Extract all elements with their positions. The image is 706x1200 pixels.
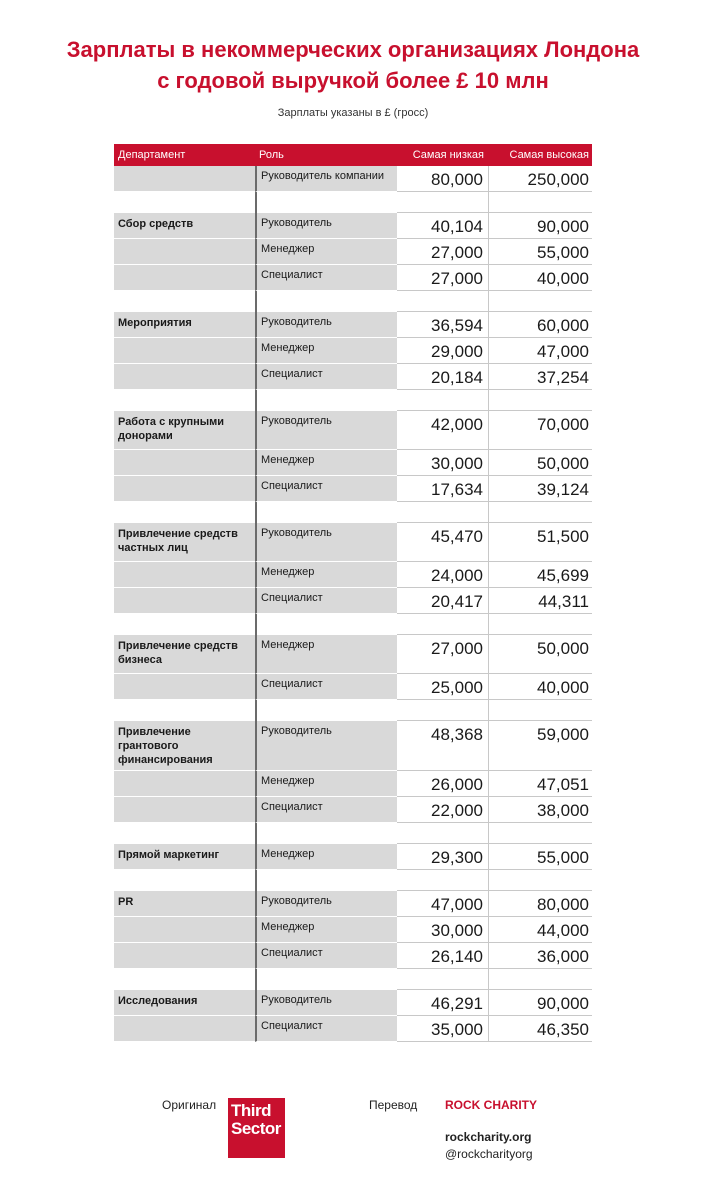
cell-department: Привлечение средств бизнеса	[114, 635, 255, 674]
cell-role: Менеджер	[255, 844, 397, 870]
header-lowest: Самая низкая	[412, 149, 484, 161]
cell-department: Привлечение средств частных лиц	[114, 523, 255, 562]
cell-department	[114, 239, 255, 265]
cell-lowest: 29,000	[397, 338, 489, 364]
cell-department	[114, 192, 255, 213]
cell-highest	[489, 291, 592, 312]
cell-lowest: 22,000	[397, 797, 489, 823]
cell-lowest: 17,634	[397, 476, 489, 502]
cell-lowest: 47,000	[397, 891, 489, 917]
cell-role: Специалист	[255, 797, 397, 823]
cell-highest: 250,000	[489, 166, 592, 192]
cell-role: Специалист	[255, 588, 397, 614]
cell-highest: 50,000	[489, 450, 592, 476]
cell-department: Мероприятия	[114, 312, 255, 338]
table-row	[114, 523, 592, 562]
cell-highest: 44,000	[489, 917, 592, 943]
table-row	[114, 450, 592, 476]
cell-role: Специалист	[255, 476, 397, 502]
cell-lowest: 30,000	[397, 917, 489, 943]
cell-department: Сбор средств	[114, 213, 255, 239]
cell-role: Руководитель	[255, 411, 397, 450]
cell-department	[114, 364, 255, 390]
cell-lowest: 26,140	[397, 943, 489, 969]
cell-department	[114, 797, 255, 823]
table-row	[114, 166, 592, 192]
cell-highest	[489, 390, 592, 411]
table-row	[114, 990, 592, 1016]
original-label: Оригинал	[162, 1098, 217, 1112]
cell-role	[255, 870, 397, 891]
cell-highest: 55,000	[489, 239, 592, 265]
translation-label: Перевод	[369, 1098, 418, 1112]
table-spacer-row	[114, 870, 592, 891]
cell-department	[114, 166, 255, 192]
cell-highest	[489, 192, 592, 213]
logo-line-2: Sector	[231, 1119, 281, 1138]
cell-lowest: 26,000	[397, 771, 489, 797]
cell-lowest	[397, 502, 489, 523]
table-spacer-row	[114, 969, 592, 990]
table-row	[114, 721, 592, 771]
cell-department	[114, 476, 255, 502]
cell-role	[255, 823, 397, 844]
cell-department	[114, 502, 255, 523]
table-row	[114, 265, 592, 291]
cell-role: Руководитель компании	[255, 166, 397, 192]
cell-lowest	[397, 823, 489, 844]
cell-department	[114, 1016, 255, 1042]
cell-role: Специалист	[255, 943, 397, 969]
cell-highest: 39,124	[489, 476, 592, 502]
cell-highest: 90,000	[489, 990, 592, 1016]
cell-lowest: 20,184	[397, 364, 489, 390]
cell-department	[114, 338, 255, 364]
cell-highest: 40,000	[489, 265, 592, 291]
third-sector-logo	[228, 1098, 285, 1158]
cell-lowest	[397, 969, 489, 990]
cell-lowest: 35,000	[397, 1016, 489, 1042]
cell-lowest: 20,417	[397, 588, 489, 614]
cell-role: Специалист	[255, 1016, 397, 1042]
salary-table	[114, 144, 592, 1042]
cell-lowest: 48,368	[397, 721, 489, 771]
page-subtitle: Зарплаты указаны в £ (гросс)	[277, 107, 429, 119]
cell-department: Привлечение грантового финансирования	[114, 721, 255, 771]
cell-highest	[489, 700, 592, 721]
cell-department: PR	[114, 891, 255, 917]
cell-highest: 55,000	[489, 844, 592, 870]
cell-role	[255, 502, 397, 523]
table-row	[114, 891, 592, 917]
cell-highest: 50,000	[489, 635, 592, 674]
page-title	[0, 34, 706, 96]
table-body	[114, 166, 592, 1042]
table-row	[114, 411, 592, 450]
cell-highest: 47,000	[489, 338, 592, 364]
cell-department	[114, 562, 255, 588]
header-highest: Самая высокая	[509, 149, 589, 161]
cell-highest: 90,000	[489, 213, 592, 239]
cell-role: Менеджер	[255, 635, 397, 674]
footer	[0, 1096, 706, 1176]
cell-department: Прямой маркетинг	[114, 844, 255, 870]
cell-highest: 47,051	[489, 771, 592, 797]
table-header	[114, 144, 592, 166]
cell-lowest: 42,000	[397, 411, 489, 450]
cell-highest	[489, 969, 592, 990]
cell-lowest: 36,594	[397, 312, 489, 338]
logo-line-1: Third	[231, 1101, 271, 1120]
cell-role: Менеджер	[255, 338, 397, 364]
cell-highest: 70,000	[489, 411, 592, 450]
table-spacer-row	[114, 291, 592, 312]
cell-department	[114, 674, 255, 700]
table-row	[114, 312, 592, 338]
table-row	[114, 213, 592, 239]
table-row	[114, 1016, 592, 1042]
table-row	[114, 338, 592, 364]
table-spacer-row	[114, 192, 592, 213]
cell-department	[114, 265, 255, 291]
cell-lowest	[397, 700, 489, 721]
table-row	[114, 943, 592, 969]
cell-department	[114, 823, 255, 844]
cell-lowest	[397, 390, 489, 411]
cell-role: Руководитель	[255, 891, 397, 917]
table-row	[114, 476, 592, 502]
cell-lowest	[397, 192, 489, 213]
cell-department	[114, 614, 255, 635]
cell-department	[114, 969, 255, 990]
cell-lowest: 27,000	[397, 265, 489, 291]
cell-highest: 46,350	[489, 1016, 592, 1042]
cell-highest: 60,000	[489, 312, 592, 338]
cell-department	[114, 390, 255, 411]
cell-role: Руководитель	[255, 213, 397, 239]
table-row	[114, 674, 592, 700]
cell-role: Специалист	[255, 364, 397, 390]
translator-website[interactable]: rockcharity.org	[445, 1130, 532, 1144]
cell-role: Менеджер	[255, 917, 397, 943]
cell-role: Руководитель	[255, 523, 397, 562]
header-role: Роль	[259, 149, 284, 161]
page-title-line-2: с годовой выручкой более £ 10 млн	[157, 68, 549, 93]
cell-role	[255, 700, 397, 721]
table-spacer-row	[114, 823, 592, 844]
cell-department	[114, 943, 255, 969]
table-row	[114, 844, 592, 870]
cell-department: Работа с крупными донорами	[114, 411, 255, 450]
table-row	[114, 562, 592, 588]
cell-lowest: 29,300	[397, 844, 489, 870]
cell-highest: 59,000	[489, 721, 592, 771]
cell-role	[255, 614, 397, 635]
table-spacer-row	[114, 700, 592, 721]
cell-role: Руководитель	[255, 990, 397, 1016]
cell-highest: 37,254	[489, 364, 592, 390]
cell-highest: 80,000	[489, 891, 592, 917]
cell-role: Менеджер	[255, 771, 397, 797]
table-spacer-row	[114, 390, 592, 411]
cell-highest: 40,000	[489, 674, 592, 700]
cell-lowest	[397, 291, 489, 312]
cell-role: Менеджер	[255, 450, 397, 476]
cell-department	[114, 291, 255, 312]
cell-department	[114, 700, 255, 721]
cell-department	[114, 870, 255, 891]
cell-role	[255, 291, 397, 312]
translator-handle[interactable]: @rockcharityorg	[445, 1147, 533, 1161]
cell-department	[114, 450, 255, 476]
table-row	[114, 797, 592, 823]
cell-lowest: 40,104	[397, 213, 489, 239]
cell-lowest: 25,000	[397, 674, 489, 700]
cell-highest: 36,000	[489, 943, 592, 969]
cell-department	[114, 588, 255, 614]
cell-department: Исследования	[114, 990, 255, 1016]
cell-highest	[489, 614, 592, 635]
table-row	[114, 635, 592, 674]
cell-highest	[489, 502, 592, 523]
cell-role: Менеджер	[255, 562, 397, 588]
cell-department	[114, 917, 255, 943]
page-title-line-1: Зарплаты в некоммерческих организациях Лондона	[66, 37, 640, 62]
table-row	[114, 917, 592, 943]
cell-role	[255, 390, 397, 411]
cell-lowest: 27,000	[397, 635, 489, 674]
cell-lowest: 45,470	[397, 523, 489, 562]
table-row	[114, 588, 592, 614]
cell-department	[114, 771, 255, 797]
cell-role: Руководитель	[255, 312, 397, 338]
header-department: Департамент	[118, 149, 186, 161]
cell-role: Специалист	[255, 265, 397, 291]
translator-name: ROCK CHARITY	[445, 1098, 537, 1112]
table-row	[114, 771, 592, 797]
cell-role: Менеджер	[255, 239, 397, 265]
cell-role: Руководитель	[255, 721, 397, 771]
table-spacer-row	[114, 502, 592, 523]
cell-lowest: 27,000	[397, 239, 489, 265]
cell-lowest: 80,000	[397, 166, 489, 192]
cell-role	[255, 969, 397, 990]
cell-role: Специалист	[255, 674, 397, 700]
cell-highest: 44,311	[489, 588, 592, 614]
cell-lowest	[397, 614, 489, 635]
cell-highest: 45,699	[489, 562, 592, 588]
cell-lowest: 46,291	[397, 990, 489, 1016]
cell-highest	[489, 870, 592, 891]
cell-lowest	[397, 870, 489, 891]
table-spacer-row	[114, 614, 592, 635]
cell-highest	[489, 823, 592, 844]
cell-role	[255, 192, 397, 213]
table-row	[114, 239, 592, 265]
cell-lowest: 24,000	[397, 562, 489, 588]
cell-lowest: 30,000	[397, 450, 489, 476]
table-row	[114, 364, 592, 390]
cell-highest: 51,500	[489, 523, 592, 562]
cell-highest: 38,000	[489, 797, 592, 823]
